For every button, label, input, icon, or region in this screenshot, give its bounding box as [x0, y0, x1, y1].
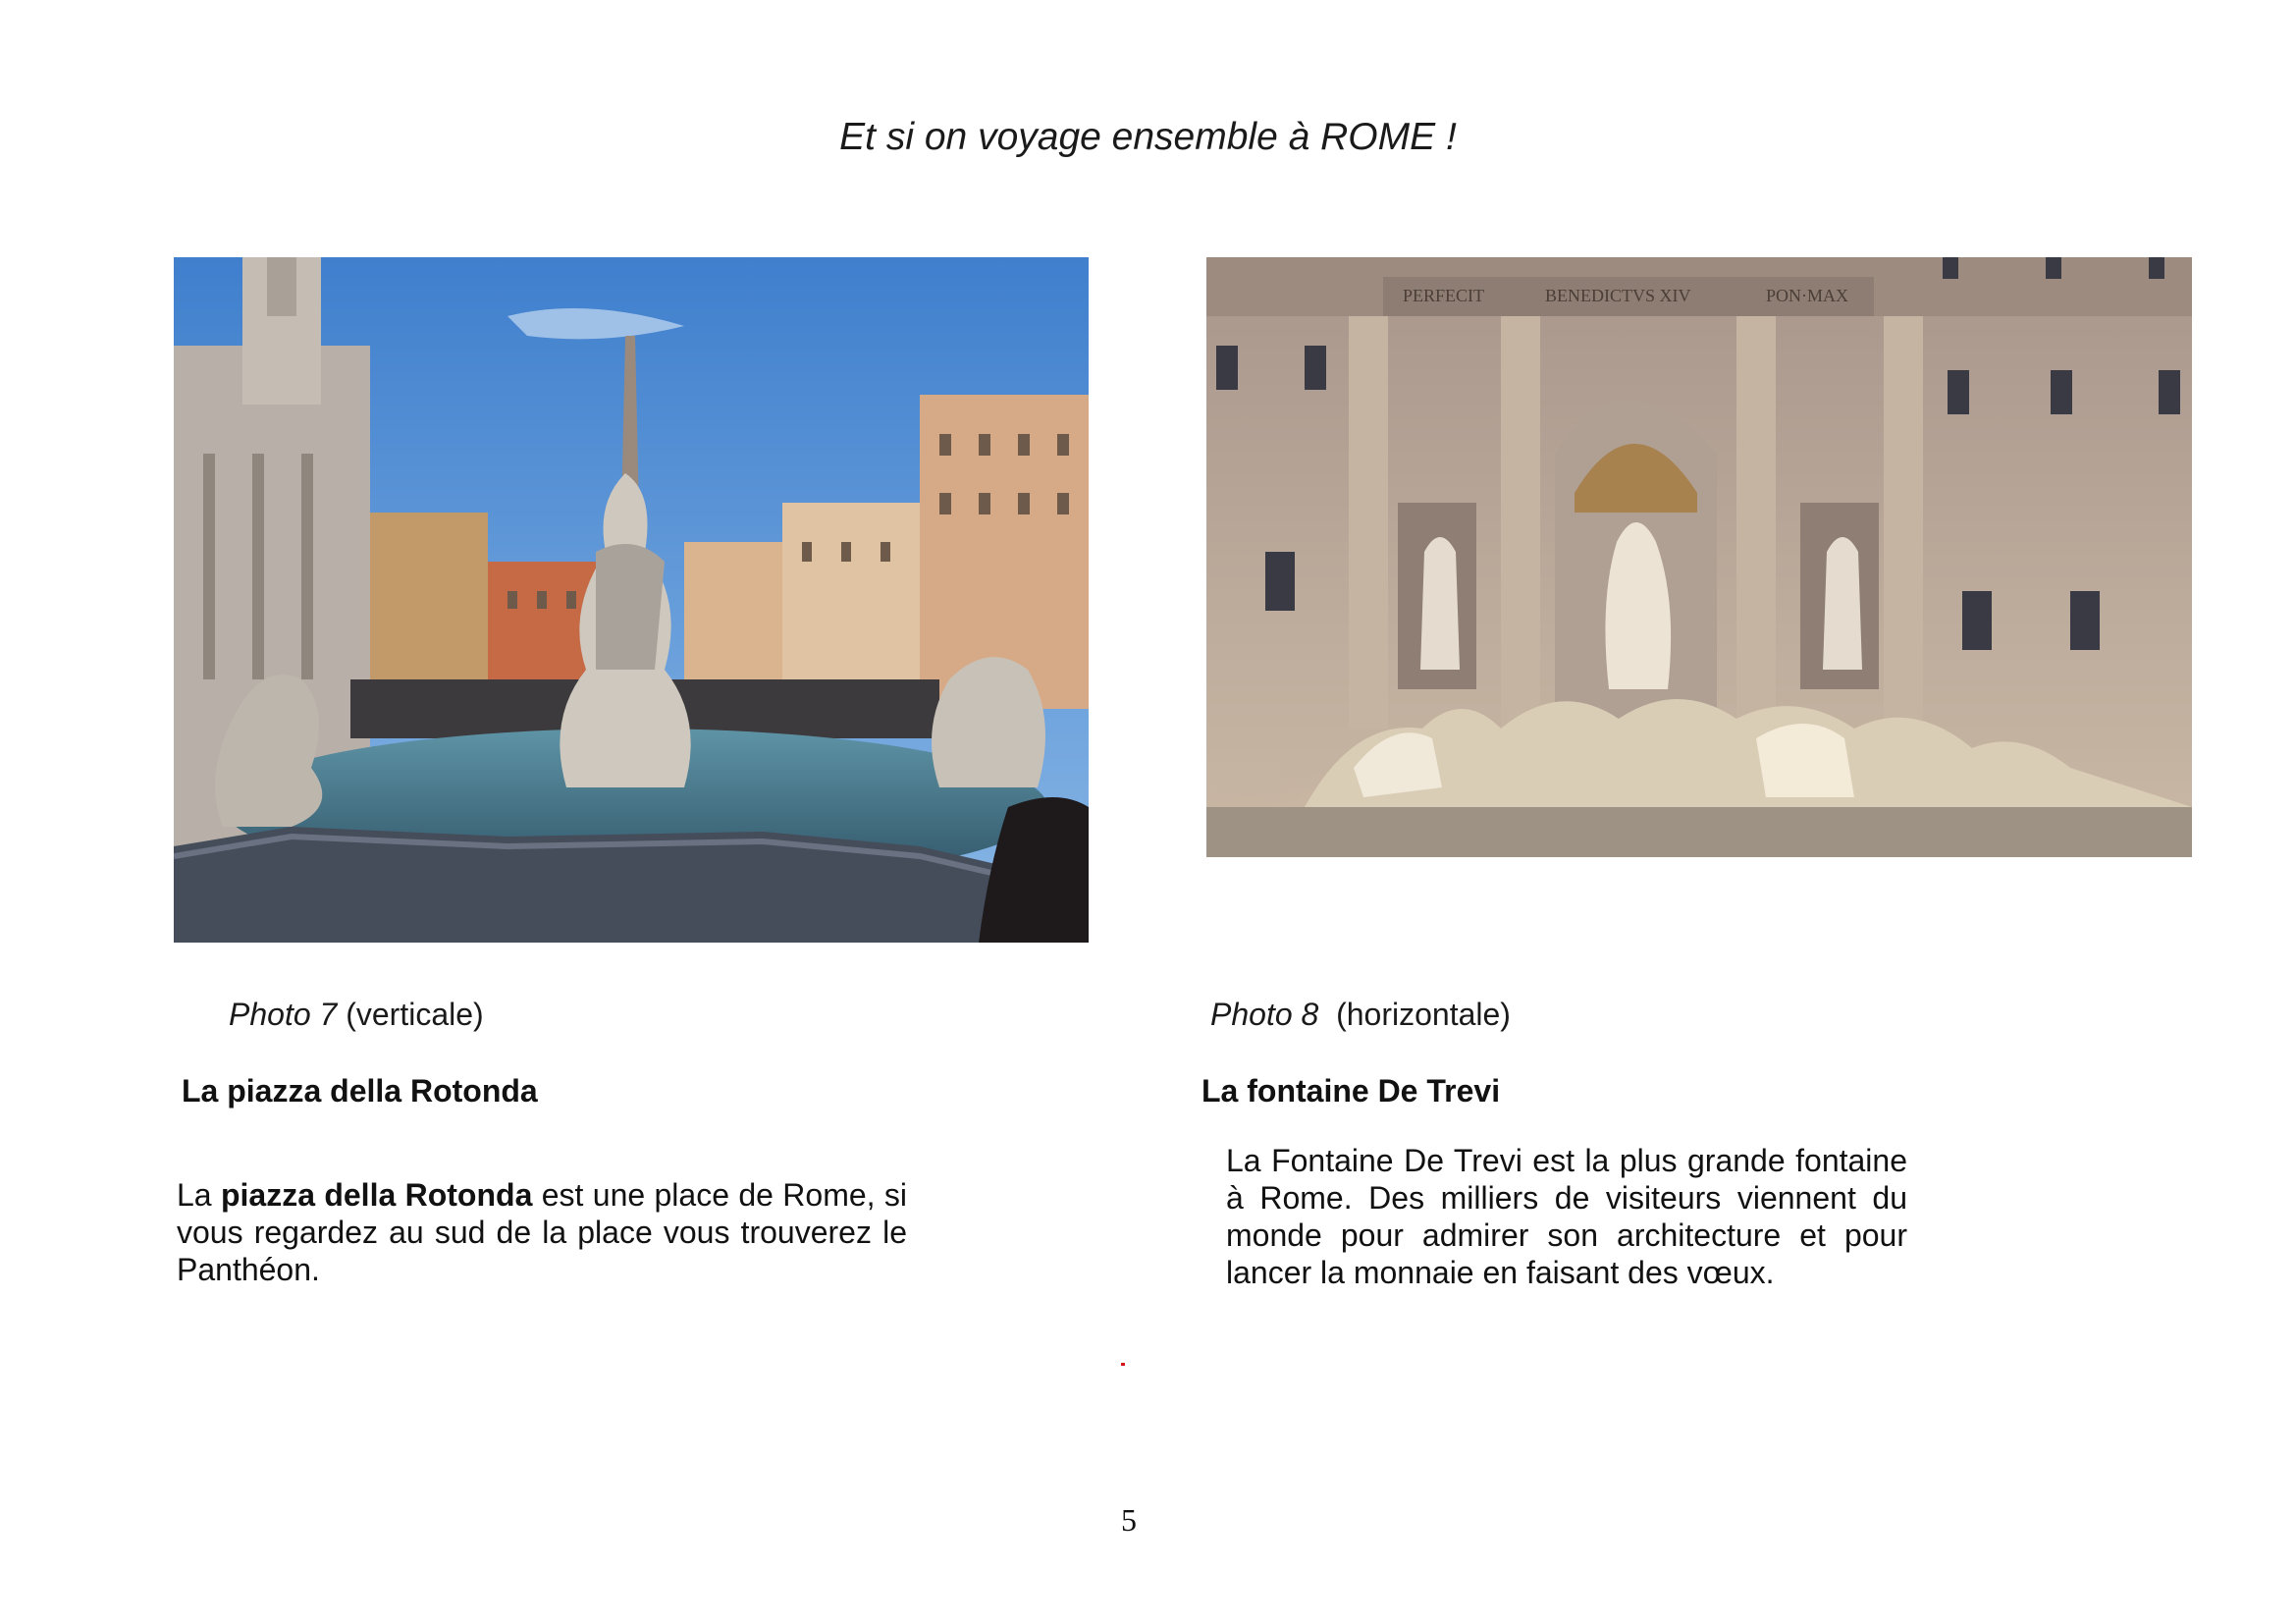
photo-trevi-fountain: [1206, 257, 2192, 857]
trevi-inscription-2: BENEDICTVS XIV: [1545, 286, 1691, 305]
photo7-heading: La piazza della Rotonda: [182, 1073, 538, 1109]
photo8-caption-note: (horizontale): [1318, 997, 1511, 1032]
photo7-caption-label: Photo 7: [229, 997, 338, 1032]
photo8-caption-label: Photo 8: [1210, 997, 1319, 1032]
piazza-fountain-image: [174, 257, 1089, 943]
photo8-description: La Fontaine De Trevi est la plus grande fontaine à Rome. Des milliers de visiteurs viennent du monde pour admirer son architecture et pour lancer la monnaie en faisant des vœux.: [1226, 1143, 1907, 1290]
red-dot-mark: [1121, 1363, 1125, 1366]
page-number: 5: [1121, 1502, 1137, 1538]
trevi-inscription-1: PERFECIT: [1403, 286, 1485, 305]
photo8-caption: [1210, 997, 1511, 1033]
photo7-body-bold: piazza della Rotonda: [220, 1177, 533, 1213]
photo7-caption-note: (verticale): [337, 997, 484, 1032]
trevi-inscription-3: PON·MAX: [1766, 286, 1849, 305]
trevi-fountain-image: [1206, 257, 2192, 857]
photo7-caption: [229, 997, 484, 1033]
page-title: Et si on voyage ensemble à ROME !: [839, 116, 1457, 158]
photo7-body-rest: est une place de Rome, si vous regardez au sud de la place vous trouverez le Panthéon.: [177, 1177, 908, 1287]
photo7-description: [177, 1176, 907, 1288]
photo-piazza-fountain: [174, 257, 1089, 943]
photo8-heading: La fontaine De Trevi: [1201, 1073, 1501, 1109]
photo7-body-prefix: La: [177, 1177, 221, 1213]
